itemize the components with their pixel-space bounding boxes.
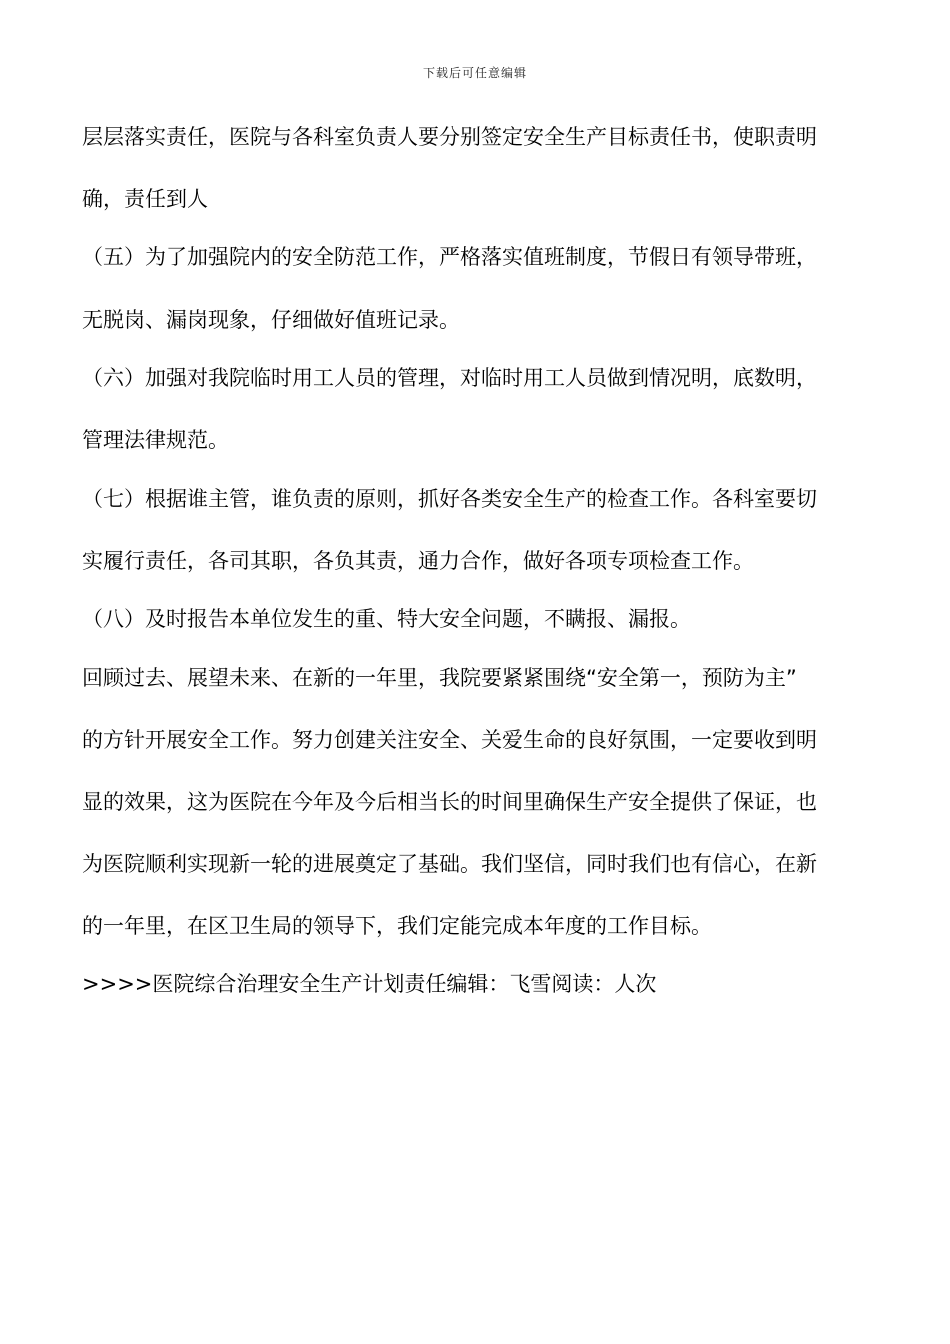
body-line: 为医院顺利实现新一轮的进展奠定了基础。我们坚信，同时我们也有信心，在新 [82, 852, 817, 876]
body-line: 的一年里，在区卫生局的领导下，我们定能完成本年度的工作目标。 [82, 914, 712, 938]
body-line: 显的效果，这为医院在今年及今后相当长的时间里确保生产安全提供了保证，也 [82, 790, 817, 814]
body-line: 回顾过去、展望未来、在新的一年里，我院要紧紧围绕“安全第一，预防为主” [82, 666, 797, 690]
body-line: 确，责任到人 [82, 187, 208, 211]
body-line: （六）加强对我院临时用工人员的管理，对临时用工人员做到情况明，底数明， [82, 366, 817, 390]
body-line: 层层落实责任，医院与各科室负责人要分别签定安全生产目标责任书，使职责明 [82, 125, 817, 149]
body-line: 管理法律规范。 [82, 428, 229, 452]
body-line: 实履行责任，各司其职，各负其责，通力合作，做好各项专项检查工作。 [82, 549, 754, 573]
body-line: 的方针开展安全工作。努力创建关注安全、关爱生命的良好氛围，一定要收到明 [82, 728, 817, 752]
body-line: （八）及时报告本单位发生的重、特大安全问题，不瞒报、漏报。 [82, 607, 691, 631]
body-line: 无脱岗、漏岗现象，仔细做好值班记录。 [82, 308, 460, 332]
body-line: （五）为了加强院内的安全防范工作，严格落实值班制度，节假日有领导带班， [82, 245, 817, 269]
page-header: 下载后可任意编辑 [422, 66, 527, 80]
body-line: （七）根据谁主管，谁负责的原则，抓好各类安全生产的检查工作。各科室要切 [82, 487, 817, 511]
footer-meta-line: >>>>医院综合治理安全生产计划责任编辑：飞雪阅读：人次 [82, 972, 657, 996]
